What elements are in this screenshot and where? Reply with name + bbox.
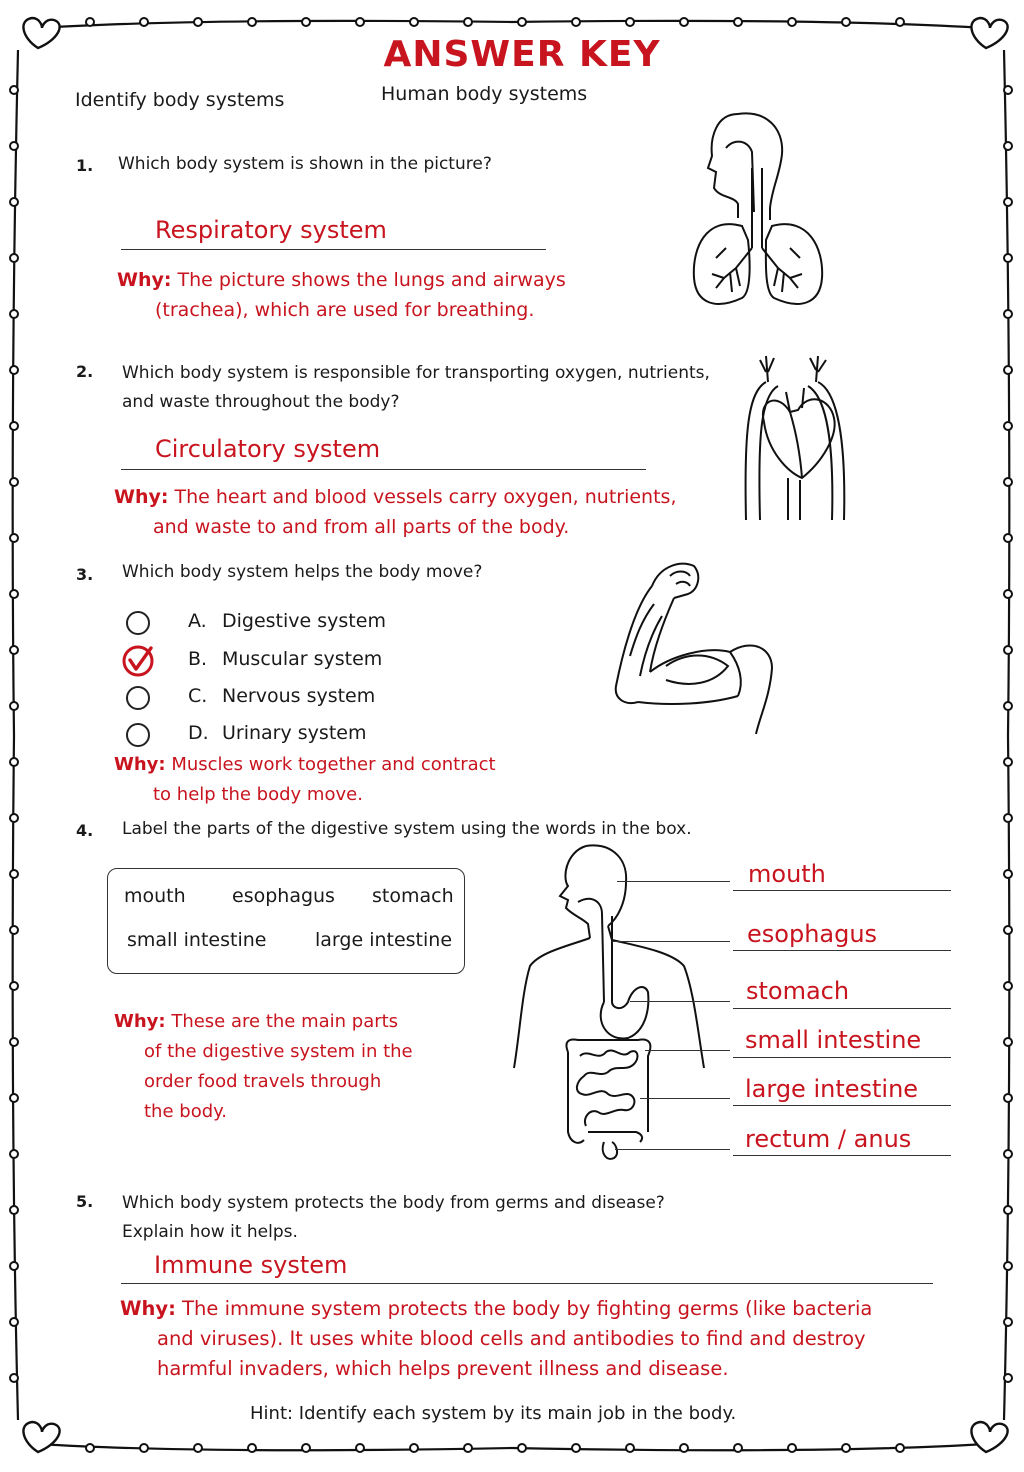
word-bank-item: esophagus <box>232 885 335 907</box>
answer-line <box>121 249 546 250</box>
border-dot <box>680 1444 688 1452</box>
leader-line <box>640 1098 730 1099</box>
label-line <box>733 950 951 951</box>
answer-1: Respiratory system <box>155 216 387 244</box>
word-bank-box <box>107 868 465 974</box>
answer-5: Immune system <box>154 1251 348 1279</box>
border-dot <box>10 1150 18 1158</box>
label-stomach: stomach <box>746 977 850 1005</box>
digestive-system-illustration <box>508 842 708 1168</box>
border-dot <box>10 198 18 206</box>
option-c-label[interactable]: Nervous system <box>222 685 376 707</box>
border-dot <box>1004 590 1012 598</box>
border-dot <box>626 1444 634 1452</box>
border-dot <box>10 758 18 766</box>
label-line <box>733 1155 951 1156</box>
worksheet-subtitle: Human body systems <box>381 83 588 105</box>
border-dot <box>842 1444 850 1452</box>
question-2-text: Which body system is responsible for transporting oxygen, nutrients, and waste throughout the body? <box>122 363 710 412</box>
heart-icon <box>971 1422 1007 1452</box>
answer-2: Circulatory system <box>155 435 381 463</box>
question-number: 5. <box>76 1192 94 1211</box>
question-3-text: Which body system helps the body move? <box>122 562 483 582</box>
border-dot <box>86 1444 94 1452</box>
border-dot <box>10 814 18 822</box>
border-dot <box>1004 758 1012 766</box>
border-dot <box>10 478 18 486</box>
question-5-text: Which body system protects the body from germs and disease? Explain how it helps. <box>122 1193 665 1242</box>
why-1: Why: The picture shows the lungs and airways (trachea), which are used for breathing. <box>117 269 566 321</box>
label-line <box>733 1057 951 1058</box>
why-2: Why: The heart and blood vessels carry oxygen, nutrients, and waste to and from all parts of the body. <box>114 486 677 538</box>
border-dot <box>194 18 202 26</box>
border-dot <box>248 1444 256 1452</box>
worksheet-topic: Identify body systems <box>75 89 285 111</box>
option-a-label[interactable]: Digestive system <box>222 610 386 632</box>
option-c-radio[interactable] <box>126 686 150 710</box>
question-number: 1. <box>76 156 94 175</box>
question-1-text: Which body system is shown in the picture? <box>118 154 492 174</box>
border-dot <box>788 1444 796 1452</box>
border-dot <box>410 18 418 26</box>
border-dot <box>10 366 18 374</box>
border-dot <box>1004 1150 1012 1158</box>
heart-icon <box>23 1422 59 1452</box>
border-dot <box>10 1262 18 1270</box>
leader-line <box>645 1050 730 1051</box>
border-dot <box>10 870 18 878</box>
border-dot <box>140 1444 148 1452</box>
border-dot <box>1004 870 1012 878</box>
border-dot <box>1004 1374 1012 1382</box>
border-dot <box>1004 478 1012 486</box>
border-dot <box>1004 926 1012 934</box>
label-small-intestine: small intestine <box>745 1026 922 1054</box>
border-dot <box>518 18 526 26</box>
border-dot <box>1004 198 1012 206</box>
border-dot <box>10 1206 18 1214</box>
border-dot <box>1004 702 1012 710</box>
border-dot <box>1004 142 1012 150</box>
option-c-letter: C. <box>188 685 208 707</box>
border-dot <box>1004 814 1012 822</box>
option-d-letter: D. <box>188 722 209 744</box>
border-dot <box>10 142 18 150</box>
option-b-letter: B. <box>188 648 208 670</box>
question-4-text: Label the parts of the digestive system using the words in the box. <box>122 819 692 839</box>
border-dot <box>1004 534 1012 542</box>
question-number: 2. <box>76 362 94 381</box>
leader-line <box>612 941 730 942</box>
border-dot <box>1004 1262 1012 1270</box>
footer-hint: Hint: Identify each system by its main job in the body. <box>250 1403 737 1424</box>
border-dot <box>1004 366 1012 374</box>
label-line <box>733 1105 951 1106</box>
label-line <box>733 1008 951 1009</box>
lungs-illustration <box>686 108 830 314</box>
border-dot <box>356 18 364 26</box>
border-dot <box>734 18 742 26</box>
option-d-radio[interactable] <box>126 723 150 747</box>
question-number: 3. <box>76 565 94 584</box>
answer-line <box>121 469 646 470</box>
border-dot <box>1004 1094 1012 1102</box>
border-dot <box>1004 1206 1012 1214</box>
border-dot <box>1004 254 1012 262</box>
border-dot <box>10 982 18 990</box>
why-4: Why: These are the main parts of the digestive system in the order food travels through the body. <box>114 1011 413 1122</box>
border-dot <box>10 646 18 654</box>
border-dot <box>1004 86 1012 94</box>
border-dot <box>10 702 18 710</box>
border-dot <box>788 18 796 26</box>
leader-line <box>615 1149 730 1150</box>
option-d-label[interactable]: Urinary system <box>222 722 367 744</box>
border-dot <box>1004 310 1012 318</box>
border-dot <box>896 18 904 26</box>
leader-line <box>617 881 730 882</box>
border-dot <box>1004 1318 1012 1326</box>
border-dot <box>572 18 580 26</box>
heart-illustration <box>738 352 856 520</box>
border-dot <box>248 18 256 26</box>
label-rectum-anus: rectum / anus <box>745 1125 912 1153</box>
flexed-arm-illustration <box>610 556 778 734</box>
border-dot <box>572 1444 580 1452</box>
word-bank-item: large intestine <box>315 929 453 951</box>
border-dot <box>842 18 850 26</box>
border-dot <box>10 254 18 262</box>
label-large-intestine: large intestine <box>745 1075 919 1103</box>
word-bank-item: mouth <box>124 885 186 907</box>
checked-option-icon[interactable] <box>121 642 159 678</box>
border-dot <box>10 1094 18 1102</box>
border-dot <box>1004 1038 1012 1046</box>
border-dot <box>464 18 472 26</box>
leader-line <box>630 1001 730 1002</box>
why-5: Why: The immune system protects the body by fighting germs (like bacteria and viruses). It uses white blood cells and antibodies to find and destroy harmful invaders, which helps prevent illness and disease. <box>120 1297 873 1380</box>
border-dot <box>302 1444 310 1452</box>
border-dot <box>410 1444 418 1452</box>
word-bank-item: stomach <box>372 885 454 907</box>
border-dot <box>10 1374 18 1382</box>
border-dot <box>1004 422 1012 430</box>
border-dot <box>10 1318 18 1326</box>
question-number: 4. <box>76 821 94 840</box>
option-b-label[interactable]: Muscular system <box>222 648 383 670</box>
border-dot <box>518 1444 526 1452</box>
border-dot <box>356 1444 364 1452</box>
label-mouth: mouth <box>748 860 826 888</box>
border-dot <box>680 18 688 26</box>
border-dot <box>464 1444 472 1452</box>
word-bank-item: small intestine <box>127 929 267 951</box>
border-dot <box>194 1444 202 1452</box>
label-esophagus: esophagus <box>747 920 878 948</box>
border-dot <box>140 18 148 26</box>
border-dot <box>626 18 634 26</box>
option-a-letter: A. <box>188 610 207 632</box>
border-dot <box>10 1038 18 1046</box>
border-dot <box>10 590 18 598</box>
border-dot <box>734 1444 742 1452</box>
why-3: Why: Muscles work together and contract to help the body move. <box>114 754 496 805</box>
border-dot <box>10 534 18 542</box>
border-dot <box>10 422 18 430</box>
border-dot <box>10 926 18 934</box>
border-dot <box>896 1444 904 1452</box>
border-dot <box>302 18 310 26</box>
answer-line <box>121 1283 933 1284</box>
border-dot <box>10 310 18 318</box>
option-a-radio[interactable] <box>126 611 150 635</box>
label-line <box>733 890 951 891</box>
answer-key-title: ANSWER KEY <box>383 34 661 75</box>
border-dot <box>1004 646 1012 654</box>
border-dot <box>86 18 94 26</box>
border-dot <box>1004 982 1012 990</box>
border-dot <box>10 86 18 94</box>
